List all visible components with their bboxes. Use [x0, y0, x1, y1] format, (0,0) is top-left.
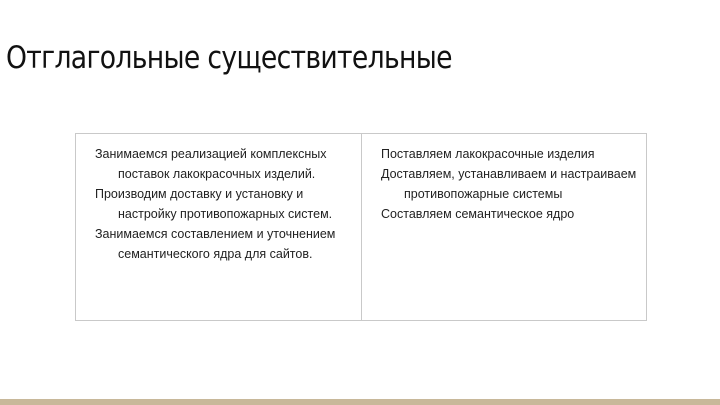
right-column-item: Составляем семантическое ядро [381, 207, 575, 221]
left-column-item: Производим доставку и установку и настройку противопожарных систем. [95, 187, 333, 221]
left-column-item: Занимаемся составлением и уточнением семантического ядра для сайтов. [95, 227, 336, 261]
left-column-item: Занимаемся реализацией комплексных поставок лакокрасочных изделий. [95, 147, 327, 181]
bottom-accent-bar [0, 399, 720, 405]
right-column-cell [362, 134, 646, 320]
slide-title: Отглагольные существительные [6, 40, 452, 76]
right-column-item: Поставляем лакокрасочные изделия [381, 147, 595, 161]
right-column-item: Доставляем, устанавливаем и настраиваем противопожарные системы [381, 167, 637, 201]
left-column-cell [76, 134, 362, 320]
comparison-table [75, 133, 647, 321]
